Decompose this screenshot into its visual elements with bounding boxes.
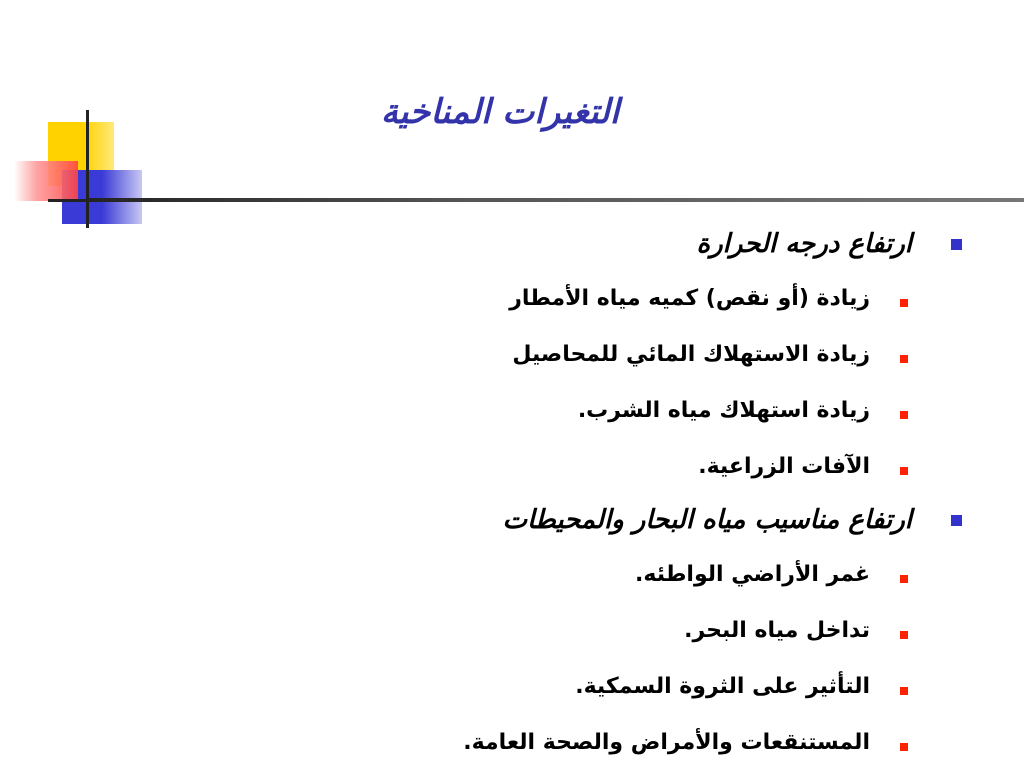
square-bullet-icon: [900, 299, 908, 307]
square-bullet-icon: [951, 239, 962, 250]
bullet-text: الآفات الزراعية.: [698, 453, 870, 479]
slide-title: التغيرات المناخية: [380, 92, 620, 132]
bullet-text: غمر الأراضي الواطئه.: [635, 561, 870, 587]
bullet-item-level2: [202, 326, 962, 382]
square-bullet-icon: [900, 743, 908, 751]
bullet-list: [202, 218, 962, 768]
bullet-item-level2: [202, 714, 962, 768]
bullet-text: زيادة استهلاك مياه الشرب.: [577, 397, 870, 423]
bullet-item-level2: [202, 658, 962, 714]
square-bullet-icon: [900, 687, 908, 695]
square-bullet-icon: [900, 411, 908, 419]
bullet-item-level1: [202, 494, 962, 546]
bullet-text: زيادة (أو نقص) كميه مياه الأمطار: [509, 285, 870, 311]
corner-decoration: [0, 0, 200, 240]
bullet-text: ارتفاع درجه الحرارة: [696, 229, 912, 259]
bullet-item-level2: [202, 546, 962, 602]
bullet-text: زيادة الاستهلاك المائي للمحاصيل: [512, 341, 870, 367]
bullet-text: ارتفاع مناسيب مياه البحار والمحيطات: [502, 505, 912, 535]
bullet-item-level2: [202, 438, 962, 494]
vertical-rule: [86, 110, 89, 228]
square-bullet-icon: [951, 515, 962, 526]
bullet-text: المستنقعات والأمراض والصحة العامة.: [463, 729, 870, 755]
bullet-text: تداخل مياه البحر.: [684, 617, 870, 643]
short-horizontal-rule: [48, 199, 88, 202]
title-divider: [86, 198, 1024, 202]
square-bullet-icon: [900, 355, 908, 363]
square-bullet-icon: [900, 575, 908, 583]
square-bullet-icon: [900, 467, 908, 475]
bullet-item-level2: [202, 270, 962, 326]
bullet-item-level1: [202, 218, 962, 270]
square-bullet-icon: [900, 631, 908, 639]
bullet-text: التأثير على الثروة السمكية.: [575, 673, 870, 699]
red-square-decoration: [14, 161, 78, 201]
bullet-item-level2: [202, 602, 962, 658]
bullet-item-level2: [202, 382, 962, 438]
